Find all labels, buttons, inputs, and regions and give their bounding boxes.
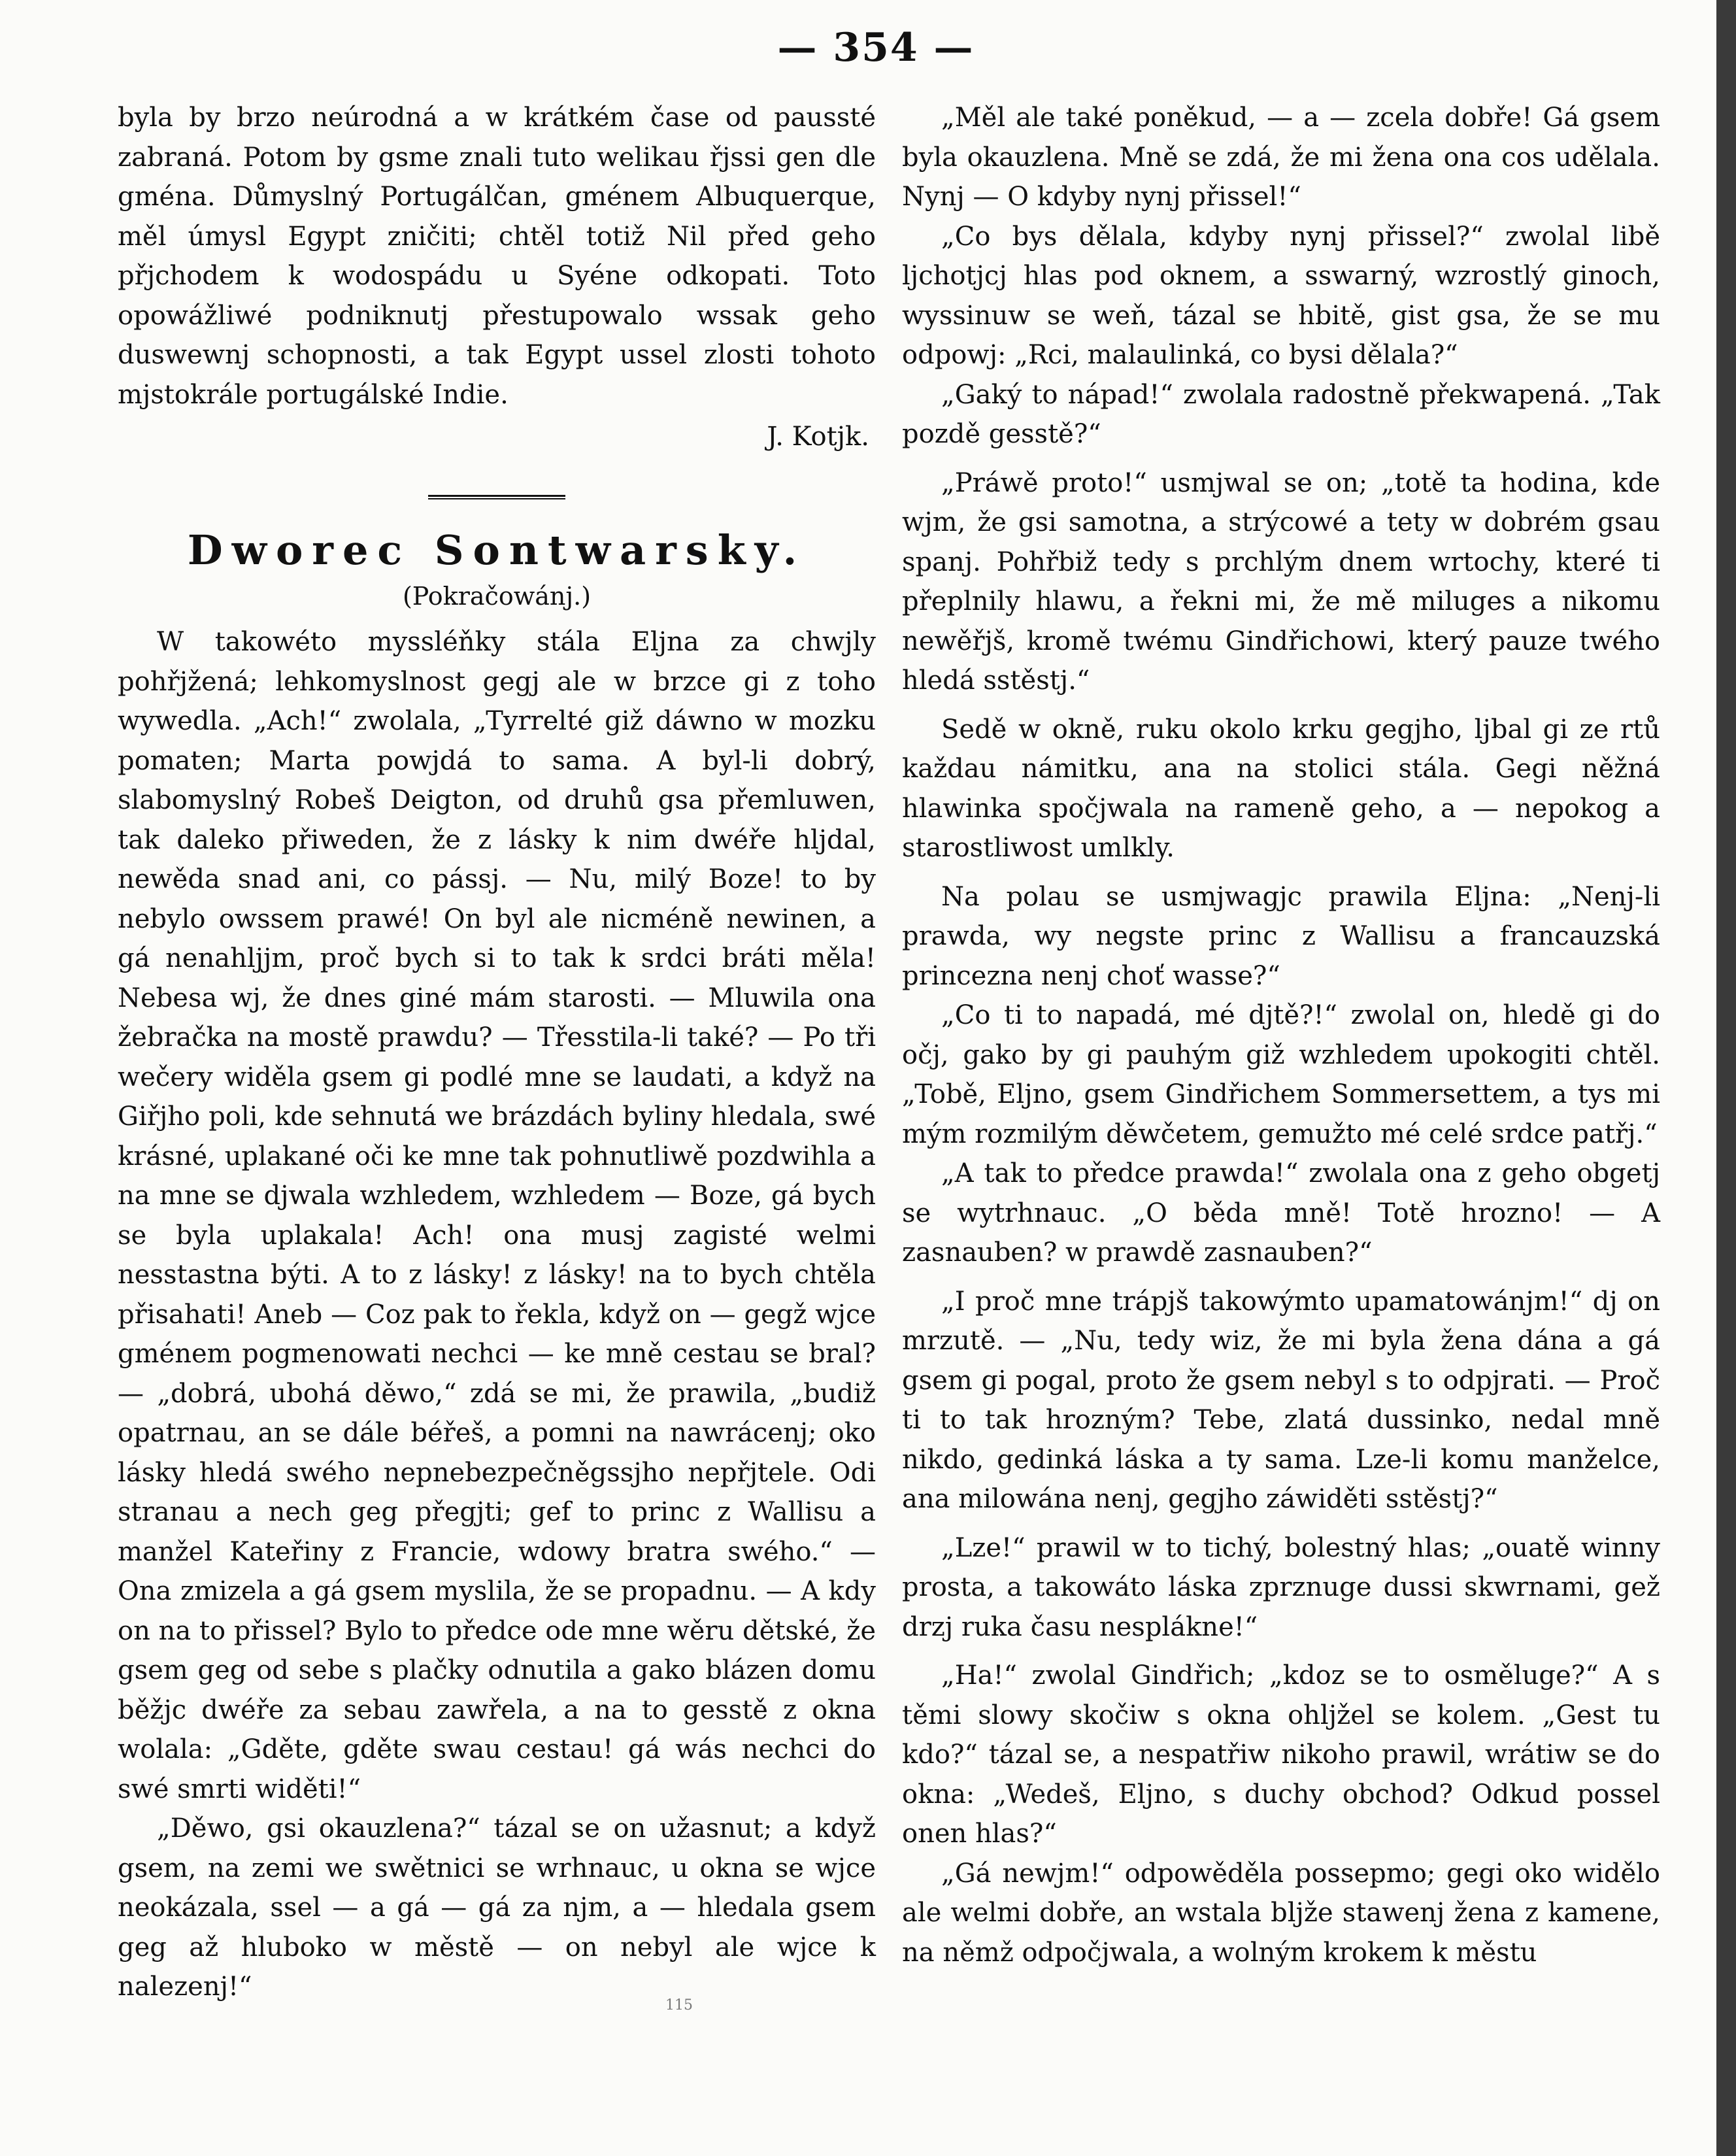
continued-label: (Pokračowánj.) xyxy=(402,581,592,611)
story-paragraph: Sedě w okně, ruku okolo krku gegjho, ljbal gi ze rtů každau námitku, ana na stolici stála. Gegi něžná hlawinka spočjwala na rameně geho, a — nepokog a starostliwost umlkly. xyxy=(902,714,1660,863)
page-number: — 354 — xyxy=(777,25,975,71)
intro-paragraph: byla by brzo neúrodná a w krátkém čase od paussté zabraná. Potom by gsme znali tuto welikau řjssi gen dle gména. Důmyslný Portugálčan, gménem Albuquerque, měl úmysl Egypt zničiti; chtěl totiž Nil před geho přjchodem k wodospádu u Syéne odkopati. Toto opowážliwé podniknutj přestupowalo wssak geho duswewnj schopnosti, a tak Egypt ussel zlosti tohoto mjstokrále portugálské Indie. xyxy=(118,103,876,410)
story-paragraph: „I proč mne trápjš takowýmto upamatowánjm!“ dj on mrzutě. — „Nu, tedy wiz, že mi byla žena dána a gá gsem gi pogal, proto že gsem nebyl s to odpjrati. — Proč ti to tak hrozným? Tebe, zlatá dussinko, nedal mně nikdo, gedinká láska a ty sama. Lze-li komu manželce, ana milowána nenj, gegjho záwiděti sstěstj?“ xyxy=(902,1286,1660,1514)
story-paragraph: „Ha!“ zwolal Gindřich; „kdoz se to osměluge?“ A s těmi slowy skočiw s okna ohljžel se kolem. „Gest tu kdo?“ tázal se, a nespatřiw nikoho prawil, wrátiw se do okna: „Wedeš, Eljno, s duchy obchod? Odkud possel onen hlas?“ xyxy=(902,1660,1660,1849)
author-signature: J. Kotjk. xyxy=(767,422,869,452)
story-paragraph: „Gaký to nápad!“ zwolala radostně překwapená. „Tak pozdě gesstě?“ xyxy=(902,379,1660,449)
story-paragraph: W takowéto myssléňky stála Eljna za chwjly pohřjžená; lehkomyslnost gegj ale w brzce gi z toho wywedla. „Ach!“ zwolala, „Tyrrelté giž dáwno w mozku pomaten; Marta powjdá to sama. A byl-li dobrý, slabomyslný Robeš Deigton, od druhů gsa přemluwen, tak daleko přiweden, že z lásky k nim dwéře hljdal, newěda snad ani, co pássj. — Nu, milý Boze! to by nebylo owssem prawé! On byl ale nicméně newinen, a gá nenahljjm, proč bych si to tak k srdci bráti měla! Nebesa wj, že dnes giné mám starosti. — Mluwila ona žebračka na mostě prawdu? — Třesstila-li také? — Po tři wečery widěla gsem gi podlé mne se laudati, a když na Giřjho poli, kde sehnutá we brázdách byliny hledala, swé krásné, uplakané oči ke mne tak pohnutliwě pozdwihla a na mne se djwala wzhledem, wzhledem — Boze, gá bych se byla uplakala! Ach! ona musj zagisté welmi nesstastna býti. A to z lásky! z lásky! na to bych chtěla přisahati! Aneb — Coz pak to řekla, když on — gegž wjce gménem pogmenowati nechci — ke mně cestau se bral? — „dobrá, ubohá děwo,“ zdá se mi, že prawila, „budiž opatrnau, an se dále béřeš, a pomni na nawrácenj; oko lásky hledá swého nepnebezpečněgssjho nepřjtele. Odi stranau a nech geg přegjti; gef to princ z Wallisu a manžel Kateřiny z Francie, wdowy bratra swého.“ — Ona zmizela a gá gsem myslila, že se propadnu. — A kdy on na to přissel? Bylo to předce ode mne wěru dětské, že gsem geg od sebe s plačky odnutila a gako blázen domu běžjc dwéře za sebau zawřela, a na to gesstě z okna wolala: „Gděte, gděte swau cestau! gá wás nechci do swé smrti widěti!“ xyxy=(118,627,876,1804)
story-paragraph: Na polau se usmjwagjc prawila Eljna: „Nenj-li prawda, wy negste princ z Wallisu a francauzská princezna nenj choť wasse?“ xyxy=(902,881,1660,991)
scan-border xyxy=(1716,0,1736,2156)
right-column xyxy=(902,98,1660,1972)
section-divider xyxy=(428,495,565,499)
story-paragraph: „Gá newjm!“ odpowěděla possepmo; gegi oko widělo ale welmi dobře, an wstala bljže stawenj žena z kamene, na němž odpočjwala, a wolným krokem k městu xyxy=(902,1858,1660,1968)
story-paragraph: „Práwě proto!“ usmjwal se on; „totě ta hodina, kde wjm, že gsi samotna, a strýcowé a tety w dobrém gsau spanj. Pohřbiž tedy s prchlým dnem wrtochy, které ti přeplnily hlawu, a řekni mi, že mě miluges a nikomu newěřjš, kromě twému Gindřichowi, který pauze twého hledá sstěstj.“ xyxy=(902,467,1660,696)
story-paragraph: „Měl ale také poněkud, — a — zcela dobře! Gá gsem byla okauzlena. Mně se zdá, že mi žena ona cos udělala. Nynj — O kdyby nynj přissel!“ xyxy=(902,103,1660,212)
story-paragraph: „Děwo, gsi okauzlena?“ tázal se on užasnut; a když gsem, na zemi we swětnici se wrhnauc, u okna se wjce neokázala, ssel — a gá — gá za njm, a — hledala gsem geg až hluboko w městě — on nebyl ale wjce k nalezenj!“ xyxy=(118,1813,876,2002)
story-paragraph: „Lze!“ prawil w to tichý, bolestný hlas; „ouatě winny prosta, a takowáto láska zprznuge dussi skwrnami, gež drzj ruka času nesplákne!“ xyxy=(902,1532,1660,1642)
story-paragraph: „Co bys dělala, kdyby nynj přissel?“ zwolal libě ljchotjcj hlas pod oknem, a sswarný, wzrostlý ginoch, wyssinuw se weň, tázal se hbitě, gist gsa, že se mu odpowj: „Rci, malaulinká, co bysi dělala?“ xyxy=(902,221,1660,370)
footer-mark: 115 xyxy=(665,1997,693,2013)
left-column xyxy=(118,98,876,2007)
story-paragraph: „A tak to předce prawda!“ zwolala ona z geho obgetj se wytrhnauc. „O běda mně! Totě hrozno! — A zasnauben? w prawdě zasnauben?“ xyxy=(902,1158,1660,1268)
story-paragraph: „Co ti to napadá, mé djtě?!“ zwolal on, hledě gi do očj, gako by gi pauhým giž wzhledem upokogiti chtěl. „Tobě, Eljno, gsem Gindřichem Sommersettem, a tys mi mým rozmilým děwčetem, gemužto mé celé srdce patřj.“ xyxy=(902,1000,1660,1149)
story-title: Dworec Sontwarsky. xyxy=(187,526,807,574)
